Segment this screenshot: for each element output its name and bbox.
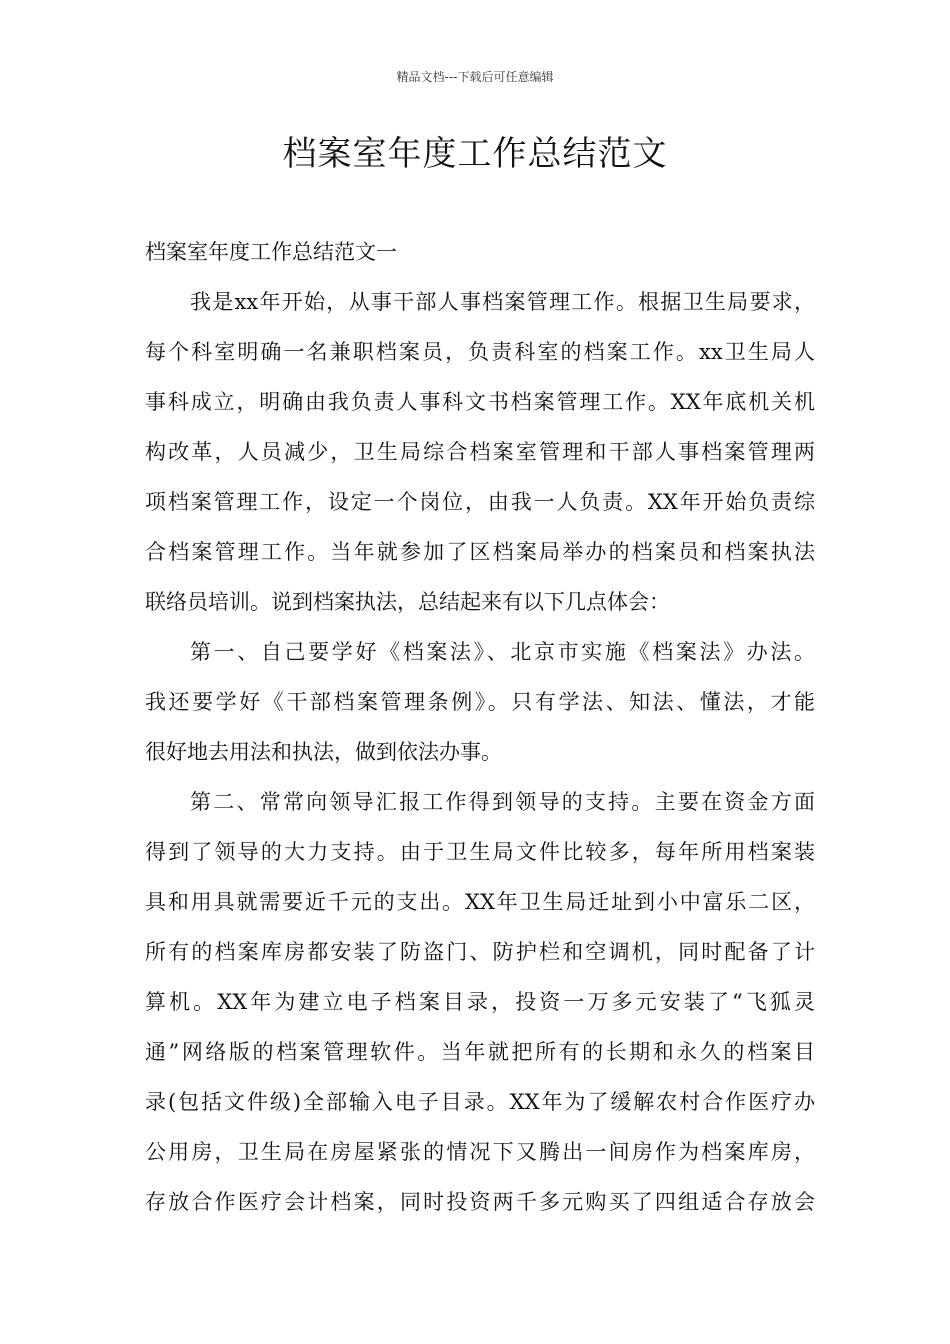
text-line: 存放合作医疗会计档案，同时投资两千多元购买了四组适合存放会 — [145, 1190, 815, 1214]
document-body — [145, 227, 815, 1227]
text-line: 联络员培训。说到档案执法，总结起来有以下几点体会： — [145, 590, 670, 614]
text-line: 第一、自己要学好《档案法》、北京市实施《档案法》办法。 — [190, 640, 815, 664]
text-line: 具和用具就需要近千元的支出。XX年卫生局迁址到小中富乐二区， — [145, 890, 815, 914]
section-subtitle: 档案室年度工作总结范文一 — [145, 240, 397, 264]
text-line: 每个科室明确一名兼职档案员，负责科室的档案工作。xx卫生局人 — [145, 340, 815, 364]
text-line: 很好地去用法和执法，做到依法办事。 — [145, 740, 502, 764]
text-line: 项档案管理工作，设定一个岗位，由我一人负责。XX年开始负责综 — [145, 490, 815, 514]
text-line: 所有的档案库房都安装了防盗门、防护栏和空调机，同时配备了计 — [145, 940, 815, 964]
text-line: 我是xx年开始，从事干部人事档案管理工作。根据卫生局要求， — [190, 290, 815, 314]
text-line: 第二、常常向领导汇报工作得到领导的支持。主要在资金方面 — [190, 790, 815, 814]
text-line: 通”网络版的档案管理软件。当年就把所有的长期和永久的档案目 — [145, 1040, 815, 1064]
header-note: 精品文档---下载后可任意编辑 — [396, 70, 554, 84]
text-line: 我还要学好《干部档案管理条例》。只有学法、知法、懂法，才能 — [145, 690, 815, 714]
text-line: 算机。XX年为建立电子档案目录，投资一万多元安装了“飞狐灵 — [145, 990, 815, 1014]
document-title: 档案室年度工作总结范文 — [282, 134, 668, 174]
text-line: 公用房，卫生局在房屋紧张的情况下又腾出一间房作为档案库房， — [145, 1140, 815, 1164]
paragraph-lines — [145, 277, 815, 1227]
text-line: 构改革，人员减少，卫生局综合档案室管理和干部人事档案管理两 — [145, 440, 815, 464]
text-line: 得到了领导的大力支持。由于卫生局文件比较多，每年所用档案装 — [145, 840, 815, 864]
text-line: 录(包括文件级)全部输入电子目录。XX年为了缓解农村合作医疗办 — [145, 1090, 815, 1114]
text-line: 合档案管理工作。当年就参加了区档案局举办的档案员和档案执法 — [145, 540, 815, 564]
text-line: 事科成立，明确由我负责人事科文书档案管理工作。XX年底机关机 — [145, 390, 815, 414]
